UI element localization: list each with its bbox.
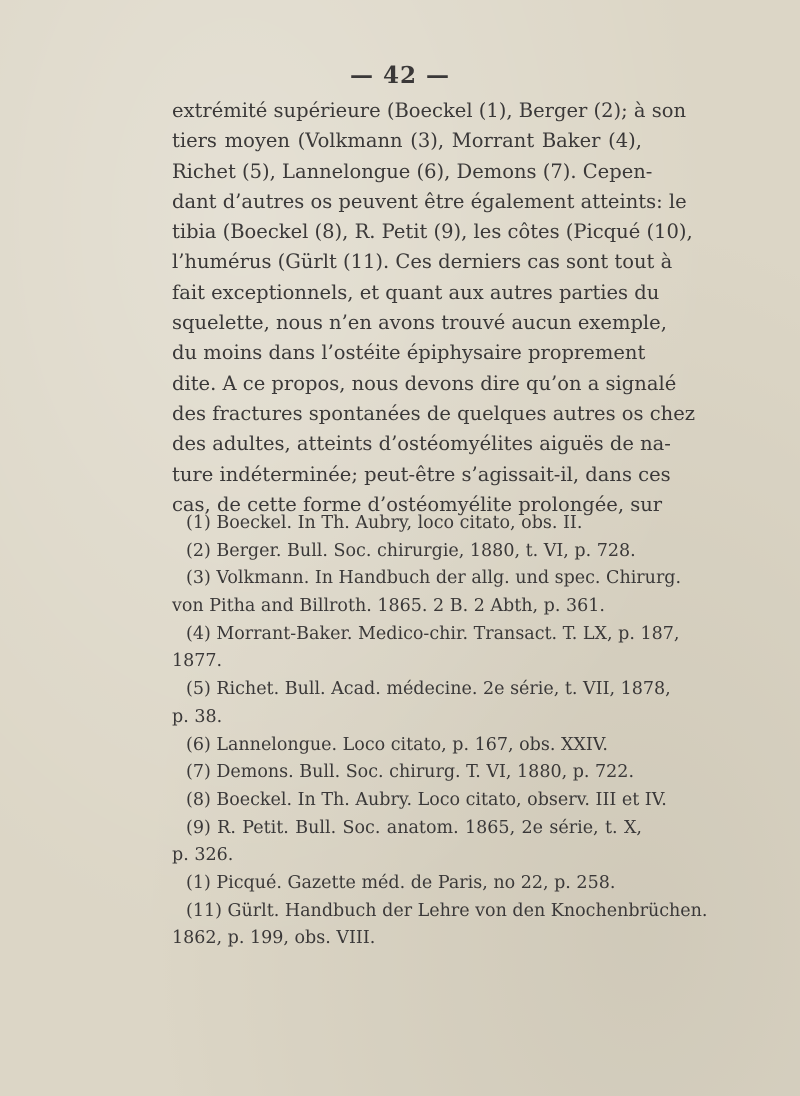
footnote-5: (5) Richet. Bull. Acad. médecine. 2e série, t. VII, 1878,	[186, 679, 671, 700]
body-line: Richet (5), Lannelongue (6), Demons (7). Cepen-	[172, 159, 653, 183]
footnote-4: (4) Morrant-Baker. Medico-chir. Transact. T. LX, p. 187,	[186, 623, 680, 644]
footnote-8: (8) Boeckel. In Th. Aubry. Loco citato, observ. III et IV.	[186, 789, 667, 810]
body-line: extrémité supérieure (Boeckel (1), Berger (2); à son	[172, 99, 687, 122]
footnotes	[172, 510, 708, 953]
footnote-9-continuation: p. 326.	[172, 845, 234, 866]
footnote-10: (1) Picqué. Gazette méd. de Paris, no 22, p. 258.	[186, 872, 616, 893]
body-line: des fractures spontanées de quelques autres os chez	[172, 401, 696, 425]
footnote-11: (11) Gürlt. Handbuch der Lehre von den Knochenbrüchen.	[186, 900, 708, 921]
footnote-2: (2) Berger. Bull. Soc. chirurgie, 1880, t. VI, p. 728.	[186, 540, 636, 561]
footnote-3: (3) Volkmann. In Handbuch der allg. und spec. Chirurg.	[186, 568, 682, 589]
body-line: dant d’autres os peuvent être également atteints: le	[172, 189, 687, 213]
body-paragraph	[172, 96, 696, 520]
footnote-6: (6) Lannelongue. Loco citato, p. 167, obs. XXIV.	[186, 734, 608, 755]
body-line: des adultes, atteints d’ostéomyélites aiguës de na-	[172, 432, 671, 456]
body-line: cas, de cette forme d’ostéomyélite prolongée, sur	[172, 492, 663, 516]
body-line: ture indéterminée; peut-être s’agissait-il, dans ces	[172, 462, 671, 486]
footnote-11-continuation: 1862, p. 199, obs. VIII.	[172, 928, 376, 949]
body-line: dite. A ce propos, nous devons dire qu’on a signalé	[172, 371, 677, 395]
footnote-4-continuation: 1877.	[172, 651, 223, 672]
body-line: tiers moyen (Volkmann (3), Morrant Baker (4),	[172, 129, 642, 153]
page-number: — 42 —	[349, 62, 451, 89]
body-line: du moins dans l’ostéite épiphysaire proprement	[172, 341, 646, 365]
footnote-1: (1) Boeckel. In Th. Aubry, loco citato, obs. II.	[186, 513, 583, 533]
footnote-9: (9) R. Petit. Bull. Soc. anatom. 1865, 2e série, t. X,	[186, 817, 642, 838]
body-line: l’humérus (Gürlt (11). Ces derniers cas sont tout à	[172, 250, 673, 274]
footnote-7: (7) Demons. Bull. Soc. chirurg. T. VI, 1880, p. 722.	[186, 762, 635, 783]
footnote-5-continuation: p. 38.	[172, 706, 223, 727]
body-line: fait exceptionnels, et quant aux autres parties du	[172, 280, 660, 304]
body-line: tibia (Boeckel (8), R. Petit (9), les côtes (Picqué (10),	[172, 220, 693, 244]
body-line: squelette, nous n’en avons trouvé aucun exemple,	[172, 311, 667, 335]
footnote-3-continuation: von Pitha and Billroth. 1865. 2 B. 2 Abth, p. 361.	[172, 596, 605, 617]
